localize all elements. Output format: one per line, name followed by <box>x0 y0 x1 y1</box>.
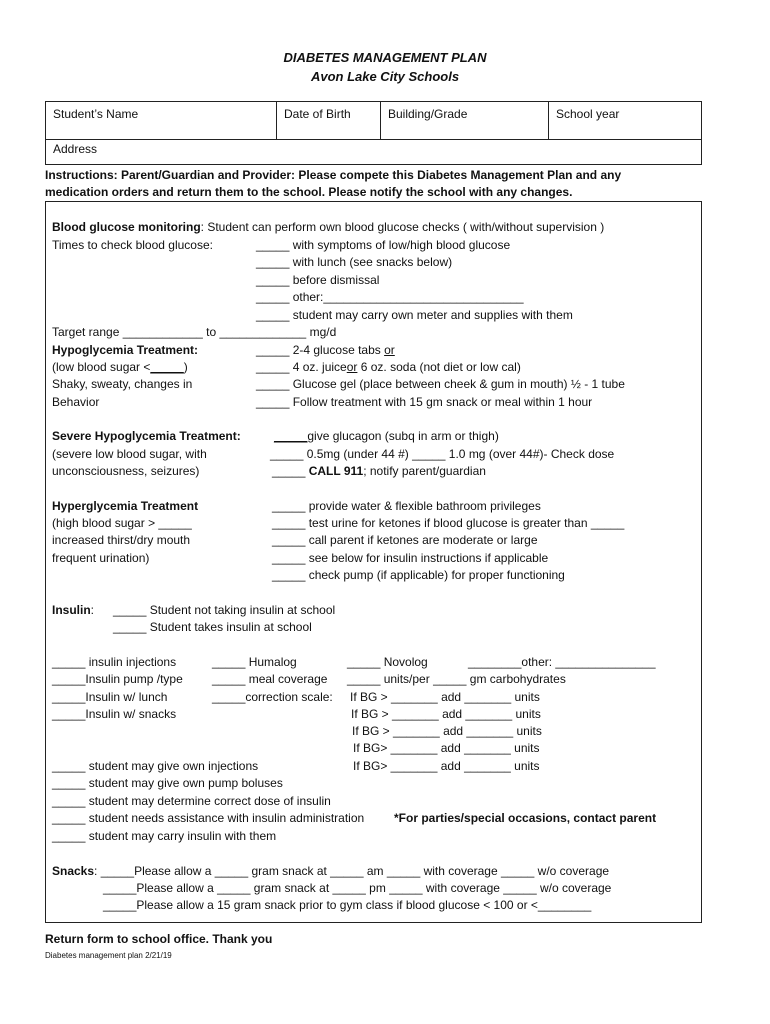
correction-scale-row-3[interactable]: If BG > _______ add _______ units <box>352 724 542 738</box>
check-other[interactable]: _____ other:______________________________ <box>256 290 524 304</box>
student-give-pump-boluses[interactable]: _____ student may give own pump boluses <box>52 776 283 790</box>
correction-scale-row-4[interactable]: If BG> _______ add _______ units <box>353 741 540 755</box>
monitoring-description: : Student can perform own blood glucose checks ( with/without supervision ) <box>200 220 605 234</box>
severe-call-911[interactable]: _____ CALL 911; notify parent/guardian <box>272 464 486 478</box>
hypo-juice-soda[interactable]: _____ 4 oz. juiceor 6 oz. soda (not diet or low cal) <box>256 360 521 374</box>
correction-scale-row-1[interactable]: If BG > _______ add _______ units <box>350 690 540 704</box>
date-of-birth-field[interactable]: Date of Birth <box>284 107 351 121</box>
check-with-symptoms[interactable]: _____ with symptoms of low/high blood glucose <box>256 238 511 252</box>
instructions-line-1: Instructions: Parent/Guardian and Provider: Please compete this Diabetes Management Plan and any <box>45 168 622 182</box>
times-to-check-label: Times to check blood glucose: <box>52 238 213 252</box>
hypo-follow-snack[interactable]: _____ Follow treatment with 15 gm snack or meal within 1 hour <box>256 395 593 409</box>
hyper-insulin-instructions[interactable]: _____ see below for insulin instructions if applicable <box>272 551 549 565</box>
hypoglycemia-heading: Hypoglycemia Treatment: <box>52 343 199 357</box>
insulin-humalog[interactable]: _____ Humalog <box>212 655 297 669</box>
hyperglycemia-heading: Hyperglycemia Treatment <box>52 499 199 513</box>
insulin-novolog[interactable]: _____ Novolog <box>347 655 428 669</box>
hyper-high-blood-sugar[interactable]: (high blood sugar > _____ <box>52 516 192 530</box>
severe-glucagon-dose[interactable]: _____ 0.5mg (under 44 #) _____ 1.0 mg (over 44#)- Check dose <box>270 447 615 461</box>
student-info-table <box>45 101 702 165</box>
hyper-call-parent[interactable]: _____ call parent if ketones are moderate or large <box>272 533 538 547</box>
insulin-pump-type[interactable]: _____Insulin pump /type <box>52 672 183 686</box>
hypo-glucose-gel[interactable]: _____ Glucose gel (place between cheek & gum in mouth) ½ - 1 tube <box>256 377 625 391</box>
student-give-injections[interactable]: _____ student may give own injections <box>52 759 259 773</box>
instructions-line-2: medication orders and return them to the school. Please notify the school with any changes. <box>45 185 573 199</box>
return-form-note: Return form to school office. Thank you <box>45 932 273 946</box>
hyper-thirst: increased thirst/dry mouth <box>52 533 191 547</box>
monitoring-heading: Blood glucose monitoring <box>52 220 201 234</box>
school-year-field[interactable]: School year <box>556 107 620 121</box>
hypo-behavior: Behavior <box>52 395 100 409</box>
snack-gym-row[interactable]: _____Please allow a 15 gram snack prior to gym class if blood glucose < 100 or <________ <box>103 898 592 912</box>
severe-description-1: (severe low blood sugar, with <box>52 447 207 461</box>
insulin-with-snacks[interactable]: _____Insulin w/ snacks <box>52 707 177 721</box>
insulin-label-row: Insulin: <box>52 603 95 617</box>
check-before-dismissal[interactable]: _____ before dismissal <box>256 273 380 287</box>
student-needs-assistance[interactable]: _____ student needs assistance with insulin administration <box>52 811 365 825</box>
address-field[interactable]: Address <box>53 142 98 156</box>
hypo-glucose-tabs[interactable]: _____ 2-4 glucose tabs or <box>256 343 395 357</box>
insulin-correction-scale[interactable]: _____correction scale: <box>212 690 333 704</box>
document-title: DIABETES MANAGEMENT PLAN <box>283 50 487 65</box>
hypo-symptoms: Shaky, sweaty, changes in <box>52 377 193 391</box>
insulin-not-taking[interactable]: _____ Student not taking insulin at school <box>113 603 336 617</box>
parties-note: *For parties/special occasions, contact parent <box>394 811 657 825</box>
student-carry-insulin[interactable]: _____ student may carry insulin with them <box>52 829 277 843</box>
severe-give-glucagon[interactable]: _____give glucagon (subq in arm or thigh) <box>274 429 499 443</box>
hyper-urination: frequent urination) <box>52 551 150 565</box>
correction-scale-row-5[interactable]: If BG> _______ add _______ units <box>353 759 540 773</box>
insulin-injections[interactable]: _____ insulin injections <box>52 655 177 669</box>
form-version: Diabetes management plan 2/21/19 <box>45 951 172 960</box>
check-with-lunch[interactable]: _____ with lunch (see snacks below) <box>256 255 453 269</box>
building-grade-field[interactable]: Building/Grade <box>388 107 468 121</box>
hyper-check-pump[interactable]: _____ check pump (if applicable) for proper functioning <box>272 568 565 582</box>
insulin-takes-at-school[interactable]: _____ Student takes insulin at school <box>113 620 312 634</box>
insulin-other[interactable]: ________other: _______________ <box>468 655 656 669</box>
monitoring-row <box>52 220 604 234</box>
hypo-low-threshold-blank[interactable]: _____ <box>150 360 184 374</box>
snacks-heading: Snacks <box>52 864 95 878</box>
severe-hypoglycemia-heading: Severe Hypoglycemia Treatment: <box>52 429 241 443</box>
snack-pm-row[interactable]: _____Please allow a _____ gram snack at _____ pm _____ with coverage _____ w/o coverage <box>103 881 612 895</box>
carry-own-meter[interactable]: _____ student may carry own meter and supplies with them <box>256 308 573 322</box>
severe-description-2: unconsciousness, seizures) <box>52 464 200 478</box>
insulin-heading: Insulin <box>52 603 91 617</box>
hyper-test-ketones[interactable]: _____ test urine for ketones if blood glucose is greater than _____ <box>272 516 625 530</box>
hypo-low-blood-sugar: (low blood sugar <_____) <box>52 360 188 374</box>
hyper-water-bathroom[interactable]: _____ provide water & flexible bathroom privileges <box>272 499 541 513</box>
target-range[interactable]: Target range ____________ to _____________ mg/d <box>52 325 337 339</box>
insulin-units-per-carb[interactable]: _____ units/per _____ gm carbohydrates <box>347 672 566 686</box>
student-determine-dose[interactable]: _____ student may determine correct dose of insulin <box>52 794 331 808</box>
insulin-with-lunch[interactable]: _____Insulin w/ lunch <box>52 690 168 704</box>
district-name: Avon Lake City Schools <box>310 69 460 84</box>
snack-am-row[interactable]: Snacks: _____Please allow a _____ gram snack at _____ am _____ with coverage _____ w/o coverage <box>52 864 610 878</box>
insulin-meal-coverage[interactable]: _____ meal coverage <box>212 672 328 686</box>
student-name-field[interactable]: Student’s Name <box>53 107 139 121</box>
correction-scale-row-2[interactable]: If BG > _______ add _______ units <box>351 707 541 721</box>
